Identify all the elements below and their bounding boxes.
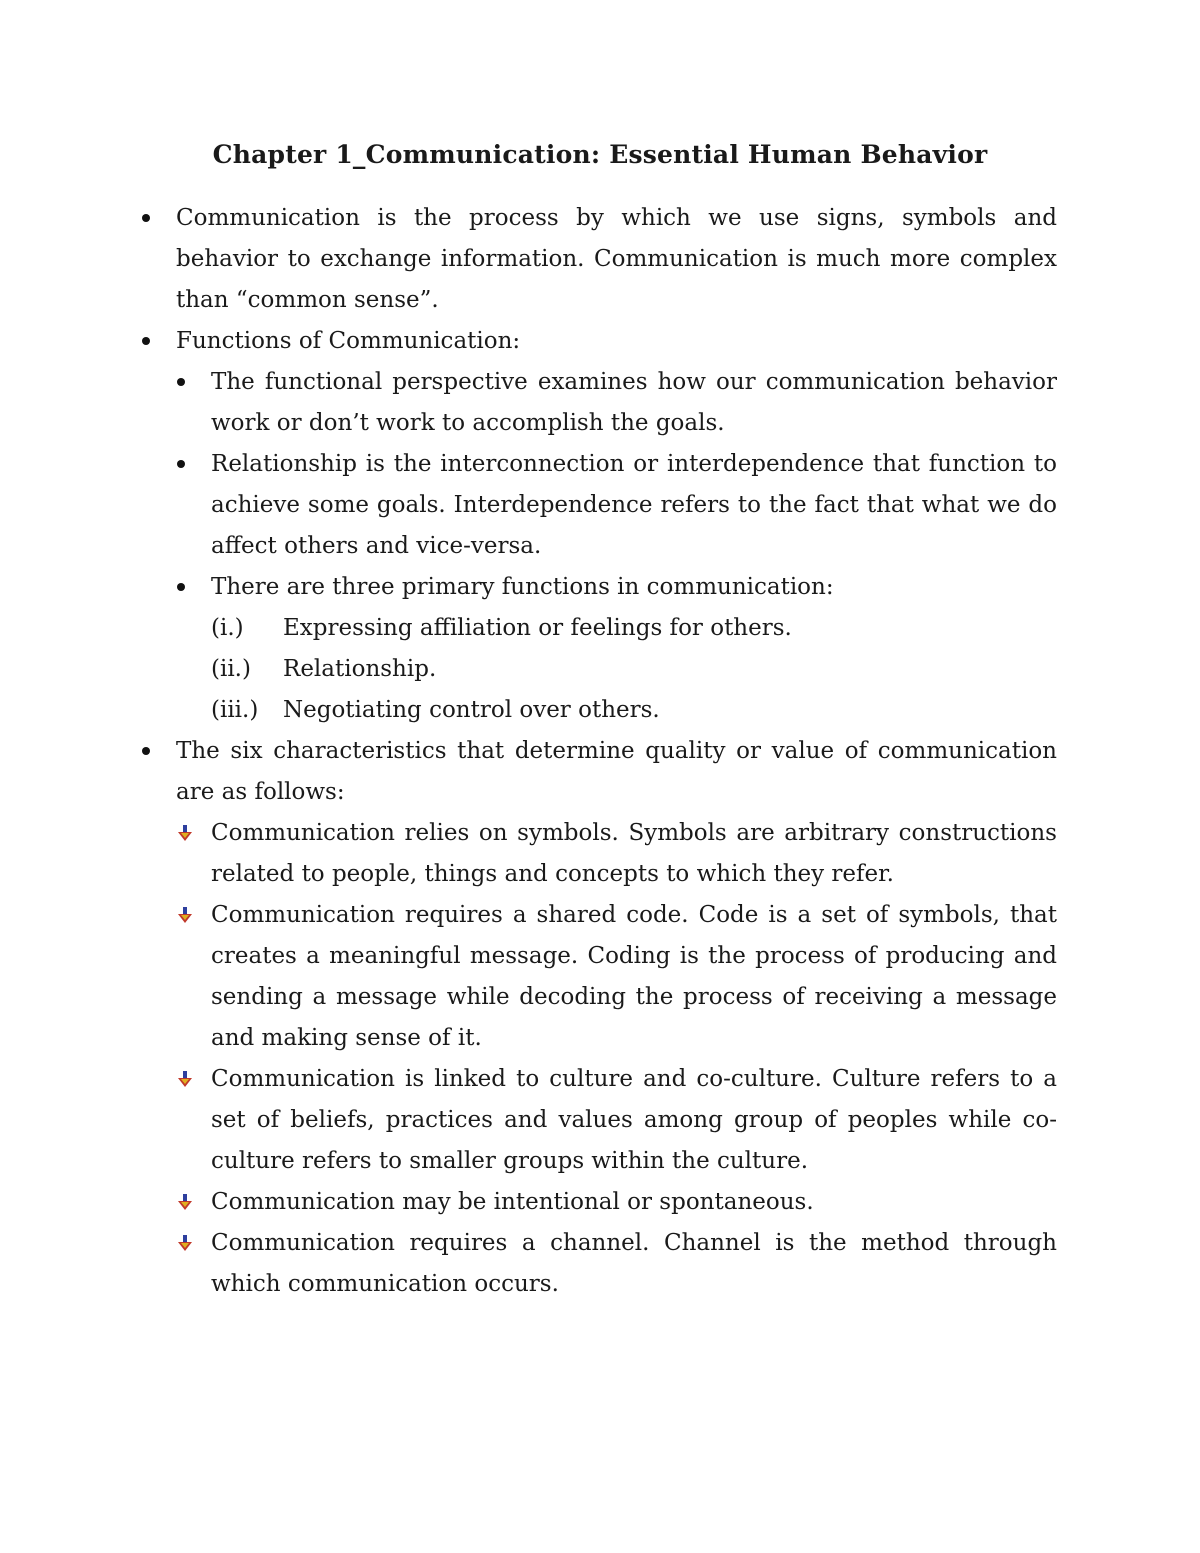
sub-list-item bbox=[211, 567, 1057, 608]
list-item bbox=[176, 198, 1057, 321]
arrow-list-item bbox=[211, 895, 1057, 1059]
numbered-item bbox=[211, 608, 1057, 649]
list-item-text: Communication is linked to culture and co-culture. Culture refers to a set of beliefs, practices and values among group of peoples while co-culture refers to smaller groups within the culture. bbox=[211, 1066, 1057, 1174]
list-item-text: The functional perspective examines how our communication behavior work or don’t work to accomplish the goals. bbox=[211, 369, 1057, 436]
bullet-icon bbox=[177, 460, 185, 468]
page-title: Chapter 1_Communication: Essential Human Behavior bbox=[212, 140, 988, 169]
item-number: (iii.) bbox=[211, 697, 259, 723]
bullet-icon bbox=[142, 214, 150, 222]
list-item-text: Relationship. bbox=[283, 656, 437, 682]
list-item-text: Functions of Communication: bbox=[176, 328, 521, 354]
arrow-list-item bbox=[211, 1223, 1057, 1305]
item-number: (ii.) bbox=[211, 656, 251, 682]
down-arrow-bullet-icon bbox=[178, 825, 192, 841]
down-arrow-bullet-icon bbox=[178, 1071, 192, 1087]
list-item-text: Communication relies on symbols. Symbols are arbitrary constructions related to people, things and concepts to which they refer. bbox=[211, 820, 1057, 887]
list-item bbox=[176, 321, 1057, 362]
arrow-list-item bbox=[211, 813, 1057, 895]
list-item-text: Communication requires a channel. Channel is the method through which communication occurs. bbox=[211, 1230, 1057, 1297]
bullet-icon bbox=[142, 337, 150, 345]
list-item-text: Negotiating control over others. bbox=[283, 697, 660, 723]
list-item-text: Communication requires a shared code. Code is a set of symbols, that creates a meaningful message. Coding is the process of producing and sending a message while decoding the process of receiving a message and making sense of it. bbox=[211, 902, 1057, 1051]
numbered-item bbox=[211, 690, 1057, 731]
arrow-list-item bbox=[211, 1182, 1057, 1223]
document-body bbox=[0, 198, 1200, 1305]
down-arrow-bullet-icon bbox=[178, 907, 192, 923]
sub-list-item bbox=[211, 444, 1057, 567]
arrow-list-item bbox=[211, 1059, 1057, 1182]
list-item-text: Communication is the process by which we use signs, symbols and behavior to exchange information. Communication is much more complex than “common sense”. bbox=[176, 205, 1057, 313]
item-number: (i.) bbox=[211, 615, 244, 641]
list-item-text: There are three primary functions in communication: bbox=[211, 574, 834, 600]
down-arrow-bullet-icon bbox=[178, 1235, 192, 1251]
list-item-text: Expressing affiliation or feelings for others. bbox=[283, 615, 792, 641]
list-item-text: Relationship is the interconnection or interdependence that function to achieve some goals. Interdependence refers to the fact that what we do affect others and vice-versa. bbox=[211, 451, 1057, 559]
list-item-text: Communication may be intentional or spontaneous. bbox=[211, 1189, 814, 1215]
list-item bbox=[176, 731, 1057, 813]
numbered-item bbox=[211, 649, 1057, 690]
sub-list-item bbox=[211, 362, 1057, 444]
bullet-icon bbox=[177, 583, 185, 591]
bullet-icon bbox=[142, 747, 150, 755]
bullet-icon bbox=[177, 378, 185, 386]
list-item-text: The six characteristics that determine quality or value of communication are as follows: bbox=[176, 738, 1057, 805]
down-arrow-bullet-icon bbox=[178, 1194, 192, 1210]
